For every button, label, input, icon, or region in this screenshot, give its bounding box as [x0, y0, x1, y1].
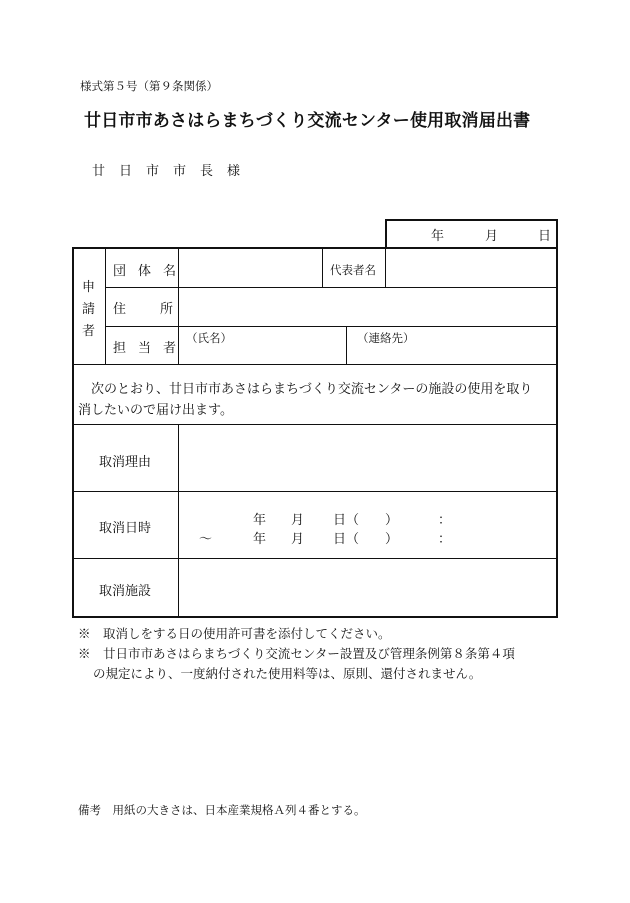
end-year: 年 — [253, 532, 267, 547]
start-day: 日 — [333, 513, 347, 528]
end-time-colon[interactable]: ： — [438, 532, 452, 547]
address-label: 住所 — [113, 302, 208, 317]
start-weekday[interactable]: （ ） — [346, 513, 399, 528]
addressee: 廿日市市長様 — [92, 164, 255, 179]
start-year: 年 — [253, 513, 267, 528]
note-2-line-1: ※ 廿日市市あさはらまちづくり交流センター設置及び管理条例第８条第４項 — [78, 646, 515, 661]
representative-field[interactable] — [387, 249, 556, 286]
cancel-reason-field[interactable] — [180, 426, 556, 490]
date-year-label: 年 — [431, 229, 445, 244]
range-tilde: ～ — [199, 532, 213, 547]
note-2-line-2: の規定により、一度納付された使用料等は、原則、還付されません。 — [93, 666, 482, 681]
note-1: ※ 取消しをする日の使用許可書を添付してください。 — [78, 626, 391, 641]
end-day: 日 — [333, 532, 347, 547]
group-name-field[interactable] — [180, 249, 320, 286]
statement-line-2: 消したいので届け出ます。 — [78, 403, 233, 418]
end-weekday[interactable]: （ ） — [346, 532, 399, 547]
cancel-datetime-label: 取消日時 — [99, 521, 152, 536]
end-month: 月 — [291, 532, 305, 547]
person-in-charge-label: 担当者 — [113, 341, 189, 356]
date-month-label: 月 — [485, 229, 499, 244]
cancel-facility-field[interactable] — [180, 560, 556, 616]
applicant-label-2: 請 — [82, 302, 96, 317]
address-field[interactable] — [180, 289, 556, 325]
name-hint[interactable]: （氏名） — [186, 331, 232, 345]
contact-hint[interactable]: （連絡先） — [357, 331, 415, 345]
cancel-facility-label: 取消施設 — [99, 584, 152, 599]
group-name-label: 団体名 — [113, 264, 189, 279]
applicant-label-3: 者 — [82, 324, 96, 339]
date-box — [385, 219, 558, 249]
start-month: 月 — [291, 513, 305, 528]
statement-line-1: 次のとおり、廿日市市あさはらまちづくり交流センターの施設の使用を取り — [91, 382, 533, 397]
remark: 備考 用紙の大きさは、日本産業規格Ａ列４番とする。 — [78, 803, 366, 817]
applicant-label-1: 申 — [82, 280, 96, 295]
start-time-colon[interactable]: ： — [438, 513, 452, 528]
cancel-reason-label: 取消理由 — [99, 455, 152, 470]
form-number: 様式第５号（第９条関係） — [80, 79, 218, 93]
date-day-label: 日 — [538, 229, 552, 244]
document-title: 廿日市市あさはらまちづくり交流センター使用取消届出書 — [84, 111, 531, 131]
representative-label: 代表者名 — [330, 263, 376, 277]
